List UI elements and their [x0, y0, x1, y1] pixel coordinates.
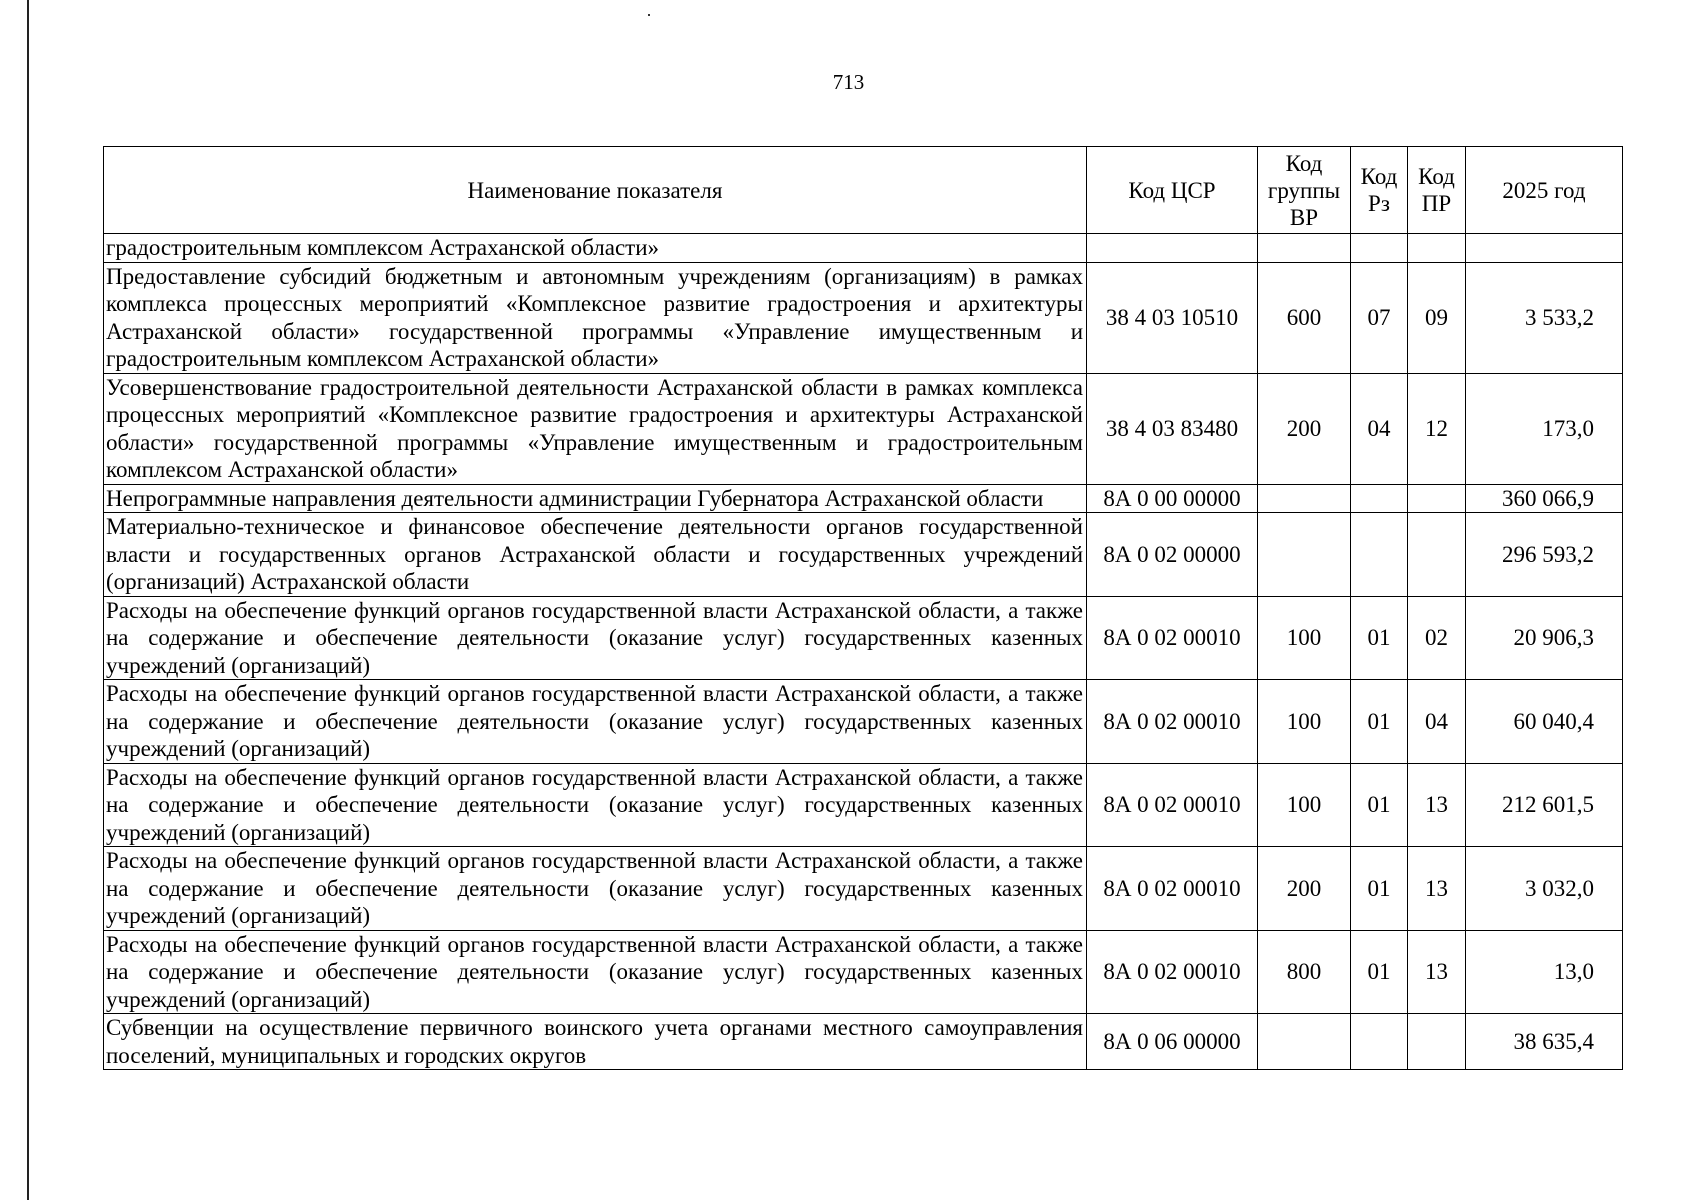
row-rz-code: [1351, 234, 1408, 263]
row-rz-code: 04: [1351, 373, 1408, 484]
row-pr-code: 13: [1408, 847, 1466, 931]
row-csr-code: 8А 0 00 00000: [1087, 484, 1258, 513]
row-vr-code: 100: [1258, 596, 1351, 680]
row-csr-code: 8А 0 02 00010: [1087, 847, 1258, 931]
row-csr-code: 8А 0 02 00010: [1087, 930, 1258, 1014]
row-amount: [1466, 234, 1623, 263]
row-pr-code: 13: [1408, 930, 1466, 1014]
row-amount: 13,0: [1466, 930, 1623, 1014]
table-row: [104, 262, 1623, 373]
table-row: [104, 373, 1623, 484]
row-name: Расходы на обеспечение функций органов государственной власти Астраханской области, а также на содержание и обеспечение деятельности (оказание услуг) государственных казенных учреждений (организаций): [104, 763, 1087, 847]
row-name: Субвенции на осуществление первичного воинского учета органами местного самоуправления поселений, муниципальных и городских округов: [104, 1014, 1087, 1070]
row-rz-code: 01: [1351, 930, 1408, 1014]
row-csr-code: 8А 0 02 00010: [1087, 680, 1258, 764]
row-amount: 60 040,4: [1466, 680, 1623, 764]
row-csr-code: 8А 0 02 00010: [1087, 763, 1258, 847]
table-row: [104, 596, 1623, 680]
row-name: Расходы на обеспечение функций органов государственной власти Астраханской области, а также на содержание и обеспечение деятельности (оказание услуг) государственных казенных учреждений (организаций): [104, 847, 1087, 931]
row-amount: 360 066,9: [1466, 484, 1623, 513]
row-name: Расходы на обеспечение функций органов государственной власти Астраханской области, а также на содержание и обеспечение деятельности (оказание услуг) государственных казенных учреждений (организаций): [104, 596, 1087, 680]
row-vr-code: 100: [1258, 680, 1351, 764]
left-margin-line: [27, 0, 29, 1200]
row-rz-code: 01: [1351, 763, 1408, 847]
row-amount: 212 601,5: [1466, 763, 1623, 847]
row-vr-code: [1258, 234, 1351, 263]
row-name: Непрограммные направления деятельности администрации Губернатора Астраханской области: [104, 484, 1087, 513]
row-amount: 38 635,4: [1466, 1014, 1623, 1070]
table-row: [104, 763, 1623, 847]
row-vr-code: 200: [1258, 847, 1351, 931]
row-vr-code: 800: [1258, 930, 1351, 1014]
row-name: Усовершенствование градостроительной деятельности Астраханской области в рамках комплекса процессных мероприятий «Комплексное развитие градостроения и архитектуры Астраханской области» государственной программы «Управление имущественным и градостроительным комплексом Астраханской области»: [104, 373, 1087, 484]
budget-table: [103, 146, 1623, 1070]
row-rz-code: 01: [1351, 680, 1408, 764]
row-rz-code: [1351, 513, 1408, 597]
row-rz-code: 01: [1351, 847, 1408, 931]
row-rz-code: [1351, 484, 1408, 513]
header-rz-code: Код Рз: [1351, 147, 1408, 234]
header-name: Наименование показателя: [104, 147, 1087, 234]
row-vr-code: 100: [1258, 763, 1351, 847]
table-row: [104, 484, 1623, 513]
table-header-row: [104, 147, 1623, 234]
table-row: [104, 930, 1623, 1014]
row-pr-code: 04: [1408, 680, 1466, 764]
row-csr-code: 8А 0 02 00000: [1087, 513, 1258, 597]
row-amount: 3 533,2: [1466, 262, 1623, 373]
row-csr-code: 8А 0 06 00000: [1087, 1014, 1258, 1070]
row-vr-code: [1258, 484, 1351, 513]
header-year: 2025 год: [1466, 147, 1623, 234]
header-csr-code: Код ЦСР: [1087, 147, 1258, 234]
row-vr-code: 200: [1258, 373, 1351, 484]
row-vr-code: [1258, 513, 1351, 597]
row-pr-code: [1408, 234, 1466, 263]
row-rz-code: [1351, 1014, 1408, 1070]
table-row: [104, 847, 1623, 931]
row-rz-code: 01: [1351, 596, 1408, 680]
row-name: градостроительным комплексом Астраханской области»: [104, 234, 1087, 263]
row-csr-code: 8А 0 02 00010: [1087, 596, 1258, 680]
table-row: [104, 513, 1623, 597]
page-number: 713: [832, 70, 865, 94]
table-row: [104, 234, 1623, 263]
row-amount: 173,0: [1466, 373, 1623, 484]
scan-speck: [648, 14, 650, 16]
row-pr-code: 13: [1408, 763, 1466, 847]
row-rz-code: 07: [1351, 262, 1408, 373]
row-name: Предоставление субсидий бюджетным и автономным учреждениям (организациям) в рамках комплекса процессных мероприятий «Комплексное развитие градостроения и архитектуры Астраханской области» государственной программы «Управление имущественным и градостроительным комплексом Астраханской области»: [104, 262, 1087, 373]
row-pr-code: [1408, 513, 1466, 597]
row-name: Расходы на обеспечение функций органов государственной власти Астраханской области, а также на содержание и обеспечение деятельности (оказание услуг) государственных казенных учреждений (организаций): [104, 680, 1087, 764]
row-pr-code: 12: [1408, 373, 1466, 484]
row-csr-code: 38 4 03 10510: [1087, 262, 1258, 373]
row-vr-code: [1258, 1014, 1351, 1070]
header-vr-code: Код группы ВР: [1258, 147, 1351, 234]
table-row: [104, 680, 1623, 764]
row-amount: 296 593,2: [1466, 513, 1623, 597]
row-pr-code: 02: [1408, 596, 1466, 680]
row-amount: 3 032,0: [1466, 847, 1623, 931]
row-csr-code: 38 4 03 83480: [1087, 373, 1258, 484]
row-csr-code: [1087, 234, 1258, 263]
table-row: [104, 1014, 1623, 1070]
row-pr-code: [1408, 484, 1466, 513]
row-name: Материально-техническое и финансовое обеспечение деятельности органов государственной власти и государственных органов Астраханской области и государственных учреждений (организаций) Астраханской области: [104, 513, 1087, 597]
row-amount: 20 906,3: [1466, 596, 1623, 680]
header-pr-code: Код ПР: [1408, 147, 1466, 234]
row-vr-code: 600: [1258, 262, 1351, 373]
row-pr-code: 09: [1408, 262, 1466, 373]
row-name: Расходы на обеспечение функций органов государственной власти Астраханской области, а также на содержание и обеспечение деятельности (оказание услуг) государственных казенных учреждений (организаций): [104, 930, 1087, 1014]
row-pr-code: [1408, 1014, 1466, 1070]
